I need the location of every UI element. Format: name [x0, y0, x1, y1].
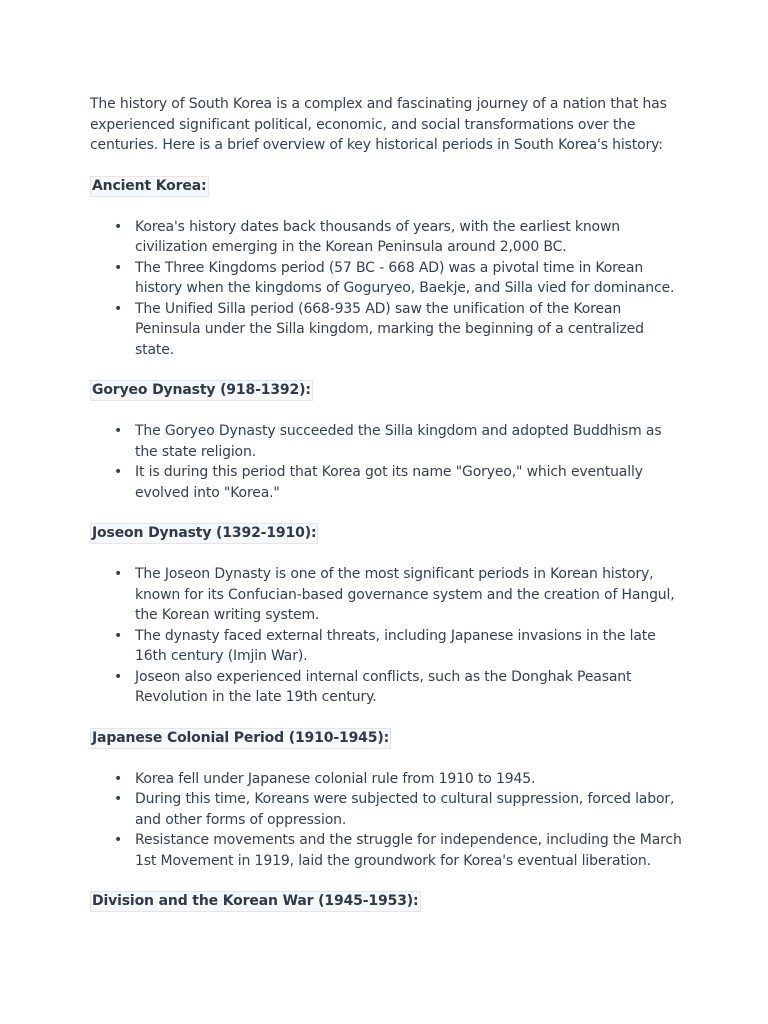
section-ancient-korea: [90, 176, 682, 197]
list-item-text: The Goryeo Dynasty succeeded the Silla kingdom and adopted Buddhism as the state religion.: [135, 423, 662, 460]
list-item: [90, 830, 682, 871]
list-item-text: The Three Kingdoms period (57 BC - 668 AD) was a pivotal time in Korean history when the kingdoms of Goguryeo, Baekje, and Silla vied for dominance.: [135, 259, 675, 296]
bullet-icon: •: [114, 566, 123, 582]
section-joseon-dynasty: [90, 523, 682, 544]
bullet-icon: •: [114, 832, 123, 848]
intro-paragraph: The history of South Korea is a complex and fascinating journey of a nation that has experienced significant political, economic, and social transformations over the centuries. Here is a brief overview of key historical periods in South Korea's history:: [90, 96, 667, 153]
bullet-icon: •: [114, 791, 123, 807]
list-item-text: Joseon also experienced internal conflicts, such as the Donghak Peasant Revolution in the late 19th century.: [135, 668, 632, 705]
list-item-text: It is during this period that Korea got its name "Goryeo," which eventually evolved into "Korea.": [135, 464, 643, 501]
section-heading: Ancient Korea:: [90, 176, 209, 197]
list-item-text: The Joseon Dynasty is one of the most significant periods in Korean history, known for its Confucian-based governance system and the creation of Hangul, the Korean writing system.: [135, 566, 675, 623]
bullet-icon: •: [114, 464, 123, 480]
list-item: [90, 789, 682, 830]
list-item: [90, 421, 682, 462]
section-heading: Division and the Korean War (1945-1953):: [90, 891, 421, 912]
list-item-text: Resistance movements and the struggle for independence, including the March 1st Movement in 1919, laid the groundwork for Korea's eventual liberation.: [135, 832, 682, 869]
bullet-list: [90, 421, 682, 503]
bullet-icon: •: [114, 668, 123, 685]
bullet-icon: •: [114, 218, 123, 235]
list-item-text: Korea's history dates back thousands of years, with the earliest known civilization emerging in the Korean Peninsula around 2,000 BC.: [135, 218, 620, 255]
section-heading: Goryeo Dynasty (918-1392):: [90, 380, 313, 401]
section-heading: Joseon Dynasty (1392-1910):: [90, 523, 318, 544]
list-item: [90, 769, 682, 790]
bullet-list: [90, 564, 682, 708]
list-item: [90, 667, 682, 708]
section-division-korean-war: [90, 891, 682, 912]
section-japanese-colonial-period: [90, 728, 682, 749]
list-item-text: The dynasty faced external threats, including Japanese invasions in the late 16th century (Imjin War).: [135, 627, 656, 664]
list-item: [90, 564, 682, 626]
bullet-list: [90, 217, 682, 361]
list-item-text: The Unified Silla period (668-935 AD) saw the unification of the Korean Peninsula under the Silla kingdom, marking the beginning of a centralized state.: [135, 300, 644, 358]
document-body: [90, 94, 682, 932]
bullet-icon: •: [114, 770, 123, 787]
bullet-icon: •: [114, 627, 123, 644]
section-goryeo-dynasty: [90, 380, 682, 401]
bullet-icon: •: [114, 423, 123, 439]
list-item: [90, 217, 682, 258]
list-item: [90, 626, 682, 667]
list-item-text: Korea fell under Japanese colonial rule from 1910 to 1945.: [135, 770, 536, 787]
bullet-list: [90, 769, 682, 872]
bullet-icon: •: [114, 259, 123, 276]
bullet-icon: •: [114, 300, 123, 317]
section-heading: Japanese Colonial Period (1910-1945):: [90, 728, 391, 749]
list-item: [90, 258, 682, 299]
list-item: [90, 462, 682, 503]
list-item-text: During this time, Koreans were subjected to cultural suppression, forced labor, and other forms of oppression.: [135, 791, 675, 828]
list-item: [90, 299, 682, 361]
